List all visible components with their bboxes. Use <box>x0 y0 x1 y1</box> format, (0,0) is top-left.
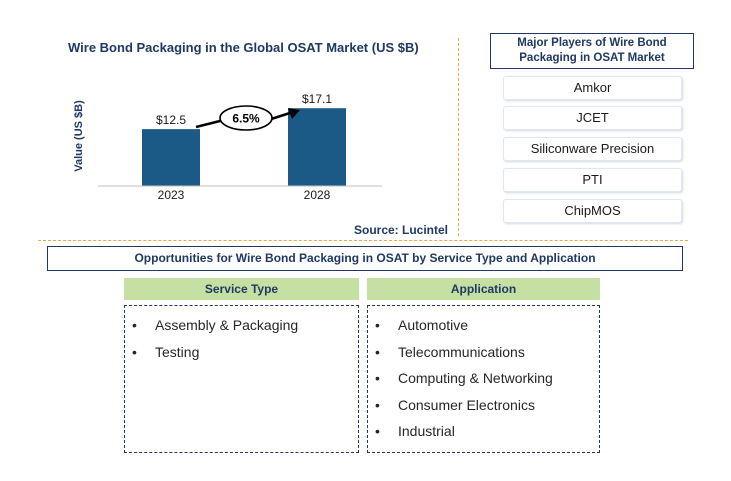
growth-rate-label: 6.5% <box>232 111 260 126</box>
player-item-siliconware: Siliconware Precision <box>503 137 682 161</box>
list-item-label: Computing & Networking <box>398 370 553 386</box>
list-item-label: Assembly & Packaging <box>155 317 299 333</box>
list-item <box>368 314 599 341</box>
list-item <box>125 314 358 341</box>
list-item-label: Telecommunications <box>398 343 525 360</box>
bullet-icon: • <box>375 396 380 413</box>
list-item <box>125 341 358 368</box>
list-item <box>368 367 599 394</box>
bullet-icon: • <box>132 317 137 333</box>
y-axis-label: Value (US $B) <box>73 100 85 172</box>
bar-2023 <box>142 129 200 186</box>
player-item-chipmos: ChipMOS <box>503 199 682 223</box>
chart-title: Wire Bond Packaging in the Global OSAT Market (US $B) <box>68 40 419 55</box>
list-item <box>368 341 599 368</box>
service-type-header: Service Type <box>124 278 359 300</box>
application-header: Application <box>367 278 600 300</box>
growth-arrow-left <box>196 120 224 127</box>
x-tick-label-2028: 2028 <box>303 188 331 202</box>
list-item <box>368 420 599 447</box>
source-note: Source: Lucintel <box>353 223 448 237</box>
value-label-2023: $12.5 <box>155 113 187 128</box>
bullet-icon: • <box>375 370 380 386</box>
application-list <box>368 306 599 447</box>
list-item-label: Industrial <box>398 423 455 439</box>
list-item <box>368 394 599 421</box>
bullet-icon: • <box>375 423 380 439</box>
application-box <box>367 305 600 453</box>
bullet-icon: • <box>132 343 137 360</box>
service-type-box <box>124 305 359 453</box>
player-item-amkor: Amkor <box>503 76 682 100</box>
horizontal-divider <box>38 240 688 241</box>
list-item-label: Automotive <box>398 317 469 333</box>
value-label-2028: $17.1 <box>301 92 333 107</box>
players-header: Major Players of Wire Bond Packaging in OSAT Market <box>490 33 694 69</box>
bar-chart <box>60 84 390 206</box>
player-item-pti: PTI <box>503 168 682 192</box>
player-item-jcet: JCET <box>503 106 682 130</box>
list-item-label: Consumer Electronics <box>398 396 535 413</box>
opportunities-header: Opportunities for Wire Bond Packaging in OSAT by Service Type and Application <box>47 246 683 271</box>
vertical-divider <box>458 38 459 236</box>
bullet-icon: • <box>375 343 380 360</box>
x-tick-label-2023: 2023 <box>157 188 185 202</box>
list-item-label: Testing <box>155 343 200 360</box>
bar-2028 <box>288 108 346 186</box>
bullet-icon: • <box>375 317 380 333</box>
service-type-list <box>125 306 358 367</box>
